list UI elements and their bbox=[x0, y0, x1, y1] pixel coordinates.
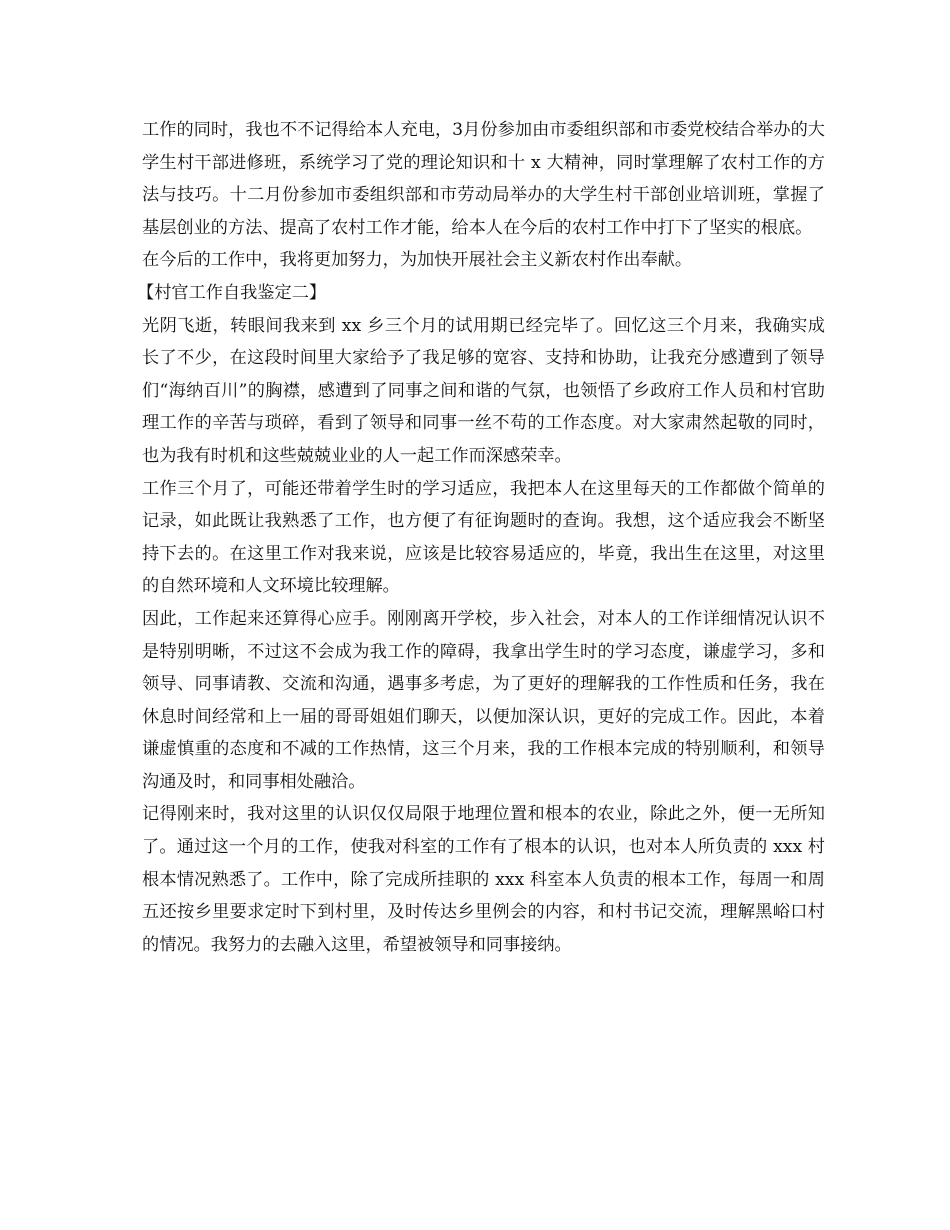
paragraph-training: 工作的同时，我也不不记得给本人充电，3月份参加由市委组织部和市委党校结合举办的大学生村干部进修班，系统学习了党的理论知识和十 x 大精神，同时掌理解了农村工作的方法与技巧。十二月份参加市委组织部和市劳动局举办的大学生村干部创业培训班，掌握了基层创业的方法、提高了农村工作才能，给本人在今后的农村工作中打下了坚实的根底。 bbox=[142, 120, 825, 238]
section-heading: 【村官工作自我鉴定二】 bbox=[137, 282, 327, 303]
paragraph-future-commitment: 在今后的工作中，我将更加努力，为加快开展社会主义新农村作出奉献。 bbox=[142, 250, 693, 271]
paragraph-first-arrival: 记得刚来时，我对这里的认识仅仅局限于地理位置和根本的农业，除此之外，便一无所知了。通过这一个月的工作，使我对科室的工作有了根本的认识，也对本人所负责的 xxx 村根本情况熟悉了。工作中，除了完成所挂职的 xxx 科室本人负责的根本工作，每周一和周五还按乡里要求定时下到村里，及时传达乡里例会的内容，和村书记交流，理解黑峪口村的情况。我努力的去融入这里，希望被领导和同事接纳。 bbox=[142, 804, 825, 955]
paragraph-probation: 光阴飞逝，转眼间我来到 xx 乡三个月的试用期已经完毕了。回忆这三个月来，我确实成长了不少，在这段时间里大家给予了我足够的宽容、支持和协助，让我充分感遭到了领导们“海纳百川”的胸襟，感遭到了同事之间和谐的气氛，也领悟了乡政府工作人员和村官助理工作的辛苦与琐碎，看到了领导和同事一丝不苟的工作态度。对大家肃然起敬的同时，也为我有时机和这些兢兢业业的人一起工作而深感荣幸。 bbox=[142, 315, 825, 466]
paragraph-adaptation: 因此，工作起来还算得心应手。刚刚离开学校，步入社会，对本人的工作详细情况认识不是特别明晰，不过这不会成为我工作的障碍，我拿出学生时的学习态度，谦虚学习，多和领导、同事请教、交流和沟通，遇事多考虑，为了更好的理解我的工作性质和任务，我在休息时间经常和上一届的哥哥姐姐们聊天，以便加深认识，更好的完成工作。因此，本着谦虚慎重的态度和不减的工作热情，这三个月来，我的工作根本完成的特别顺利，和领导沟通及时，和同事相处融洽。 bbox=[142, 608, 825, 792]
document-body bbox=[137, 114, 825, 961]
paragraph-three-months: 工作三个月了，可能还带着学生时的学习适应，我把本人在这里每天的工作都做个简单的记录，如此既让我熟悉了工作，也方便了有征询题时的查询。我想，这个适应我会不断坚持下去的。在这里工作对我来说，应该是比较容易适应的，毕竟，我出生在这里，对这里的自然环境和人文环境比较理解。 bbox=[142, 478, 825, 597]
